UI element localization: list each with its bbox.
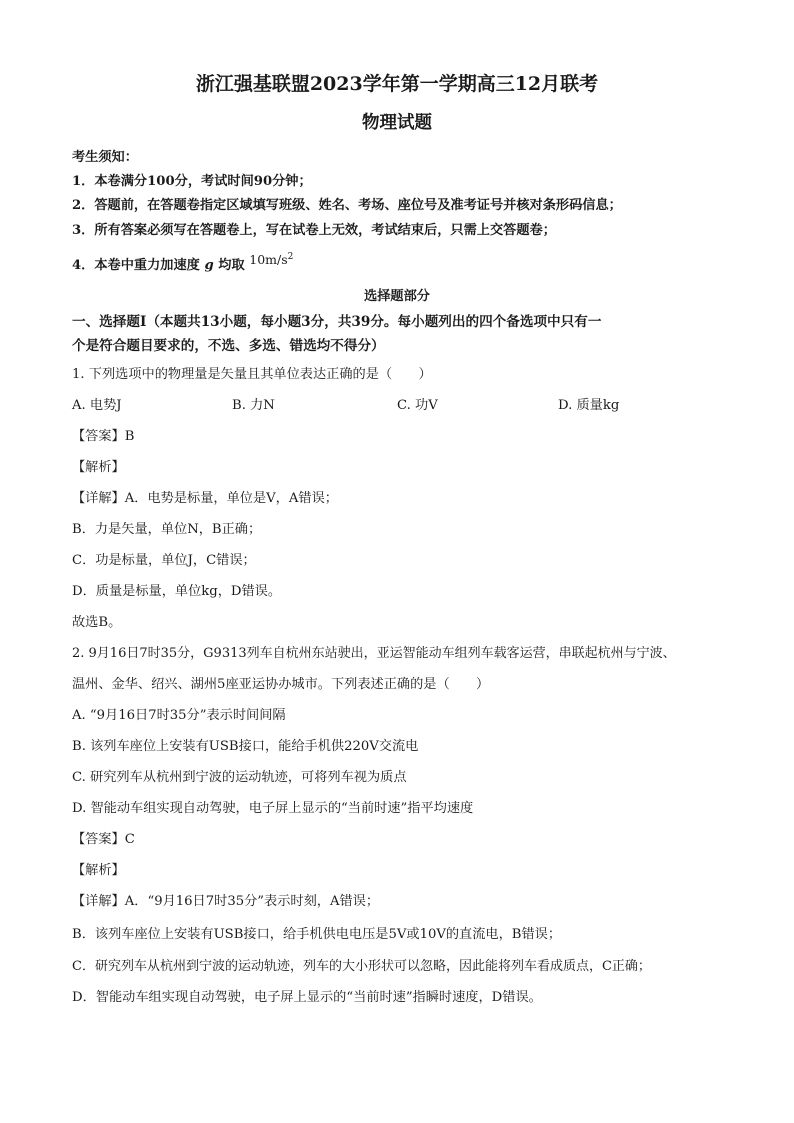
q1-answer: 【答案】B	[72, 429, 135, 444]
section-part-title: 选择题部分	[364, 289, 430, 304]
q2-detail-d: D．智能动车组实现自动驾驶，电子屏上显示的“当前时速”指瞬时速度，D错误。	[72, 990, 542, 1005]
q2-detail-c: C．研究列车从杭州到宁波的运动轨迹，列车的大小形状可以忽略，因此能将列车看成质点，C正确；	[72, 959, 651, 974]
q1-analysis: 【解析】	[72, 460, 125, 475]
q2-detail-a: 【详解】A．“9月16日7时35分”表示时刻，A错误；	[72, 894, 380, 909]
section-heading-line-1: 一、选择题Ⅰ（本题共13小题，每小题3分，共39分。每小题列出的四个备选项中只有一	[72, 314, 602, 330]
unit-exponent: 2	[287, 251, 294, 262]
q1-detail-a: 【详解】A．电势是标量，单位是V，A错误；	[72, 491, 338, 506]
q1-option-a: A. 电势J	[72, 398, 122, 413]
notice-item-4-var: g	[204, 258, 214, 273]
q1-option-b: B. 力N	[232, 398, 275, 413]
unit-text: 10m/s	[249, 252, 288, 267]
exam-title: 浙江强基联盟2023学年第一学期高三12月联考	[195, 73, 599, 95]
notice-item-3: 3．所有答案必须写在答题卷上，写在试卷上无效，考试结束后，只需上交答题卷；	[72, 223, 556, 238]
q2-option-c: C. 研究列车从杭州到宁波的运动轨迹，可将列车视为质点	[72, 770, 407, 785]
notice-heading: 考生须知：	[72, 150, 138, 165]
q2-option-b: B. 该列车座位上安装有USB接口，能给手机供220V交流电	[72, 739, 419, 754]
q1-detail-d: D．质量是标量，单位kg，D错误。	[72, 584, 282, 599]
q1-detail-b: B．力是矢量，单位N，B正确；	[72, 522, 262, 537]
notice-item-2: 2．答题前，在答题卷指定区域填写班级、姓名、考场、座位号及准考证号并核对条形码信息；	[72, 198, 622, 213]
q2-detail-b: B．该列车座位上安装有USB接口，给手机供电电压是5V或10V的直流电，B错误；	[72, 927, 562, 942]
q1-detail-c: C．功是标量，单位J，C错误；	[72, 553, 256, 568]
exam-subtitle: 物理试题	[362, 113, 432, 133]
notice-item-4-prefix: 4．本卷中重力加速度	[72, 258, 200, 273]
q1-stem: 1. 下列选项中的物理量是矢量且其单位表达正确的是（ ）	[72, 367, 432, 382]
q2-stem-line-1: 2. 9月16日7时35分，G9313列车自杭州东站驶出，亚运智能动车组列车载客运营，串联起杭州与宁波、	[72, 646, 676, 661]
notice-item-4	[72, 251, 734, 275]
q2-option-d: D. 智能动车组实现自动驾驶，电子屏上显示的“当前时速”指平均速度	[72, 801, 474, 816]
q2-option-a: A. “9月16日7时35分”表示时间间隔	[72, 708, 286, 723]
q2-answer: 【答案】C	[72, 832, 135, 847]
q2-analysis: 【解析】	[72, 863, 125, 878]
q1-option-c: C. 功V	[397, 398, 438, 413]
notice-item-4-unit	[249, 252, 293, 267]
notice-item-4-mid: 均取	[218, 258, 245, 273]
q1-conclusion: 故选B。	[72, 615, 122, 630]
q1-option-d: D. 质量kg	[558, 398, 620, 413]
q2-stem-line-2: 温州、金华、绍兴、湖州5座亚运协办城市。下列表述正确的是（ ）	[72, 677, 490, 692]
notice-item-1: 1．本卷满分100分，考试时间90分钟；	[72, 174, 312, 189]
section-heading-line-2: 个是符合题目要求的，不选、多选、错选均不得分）	[72, 338, 385, 354]
